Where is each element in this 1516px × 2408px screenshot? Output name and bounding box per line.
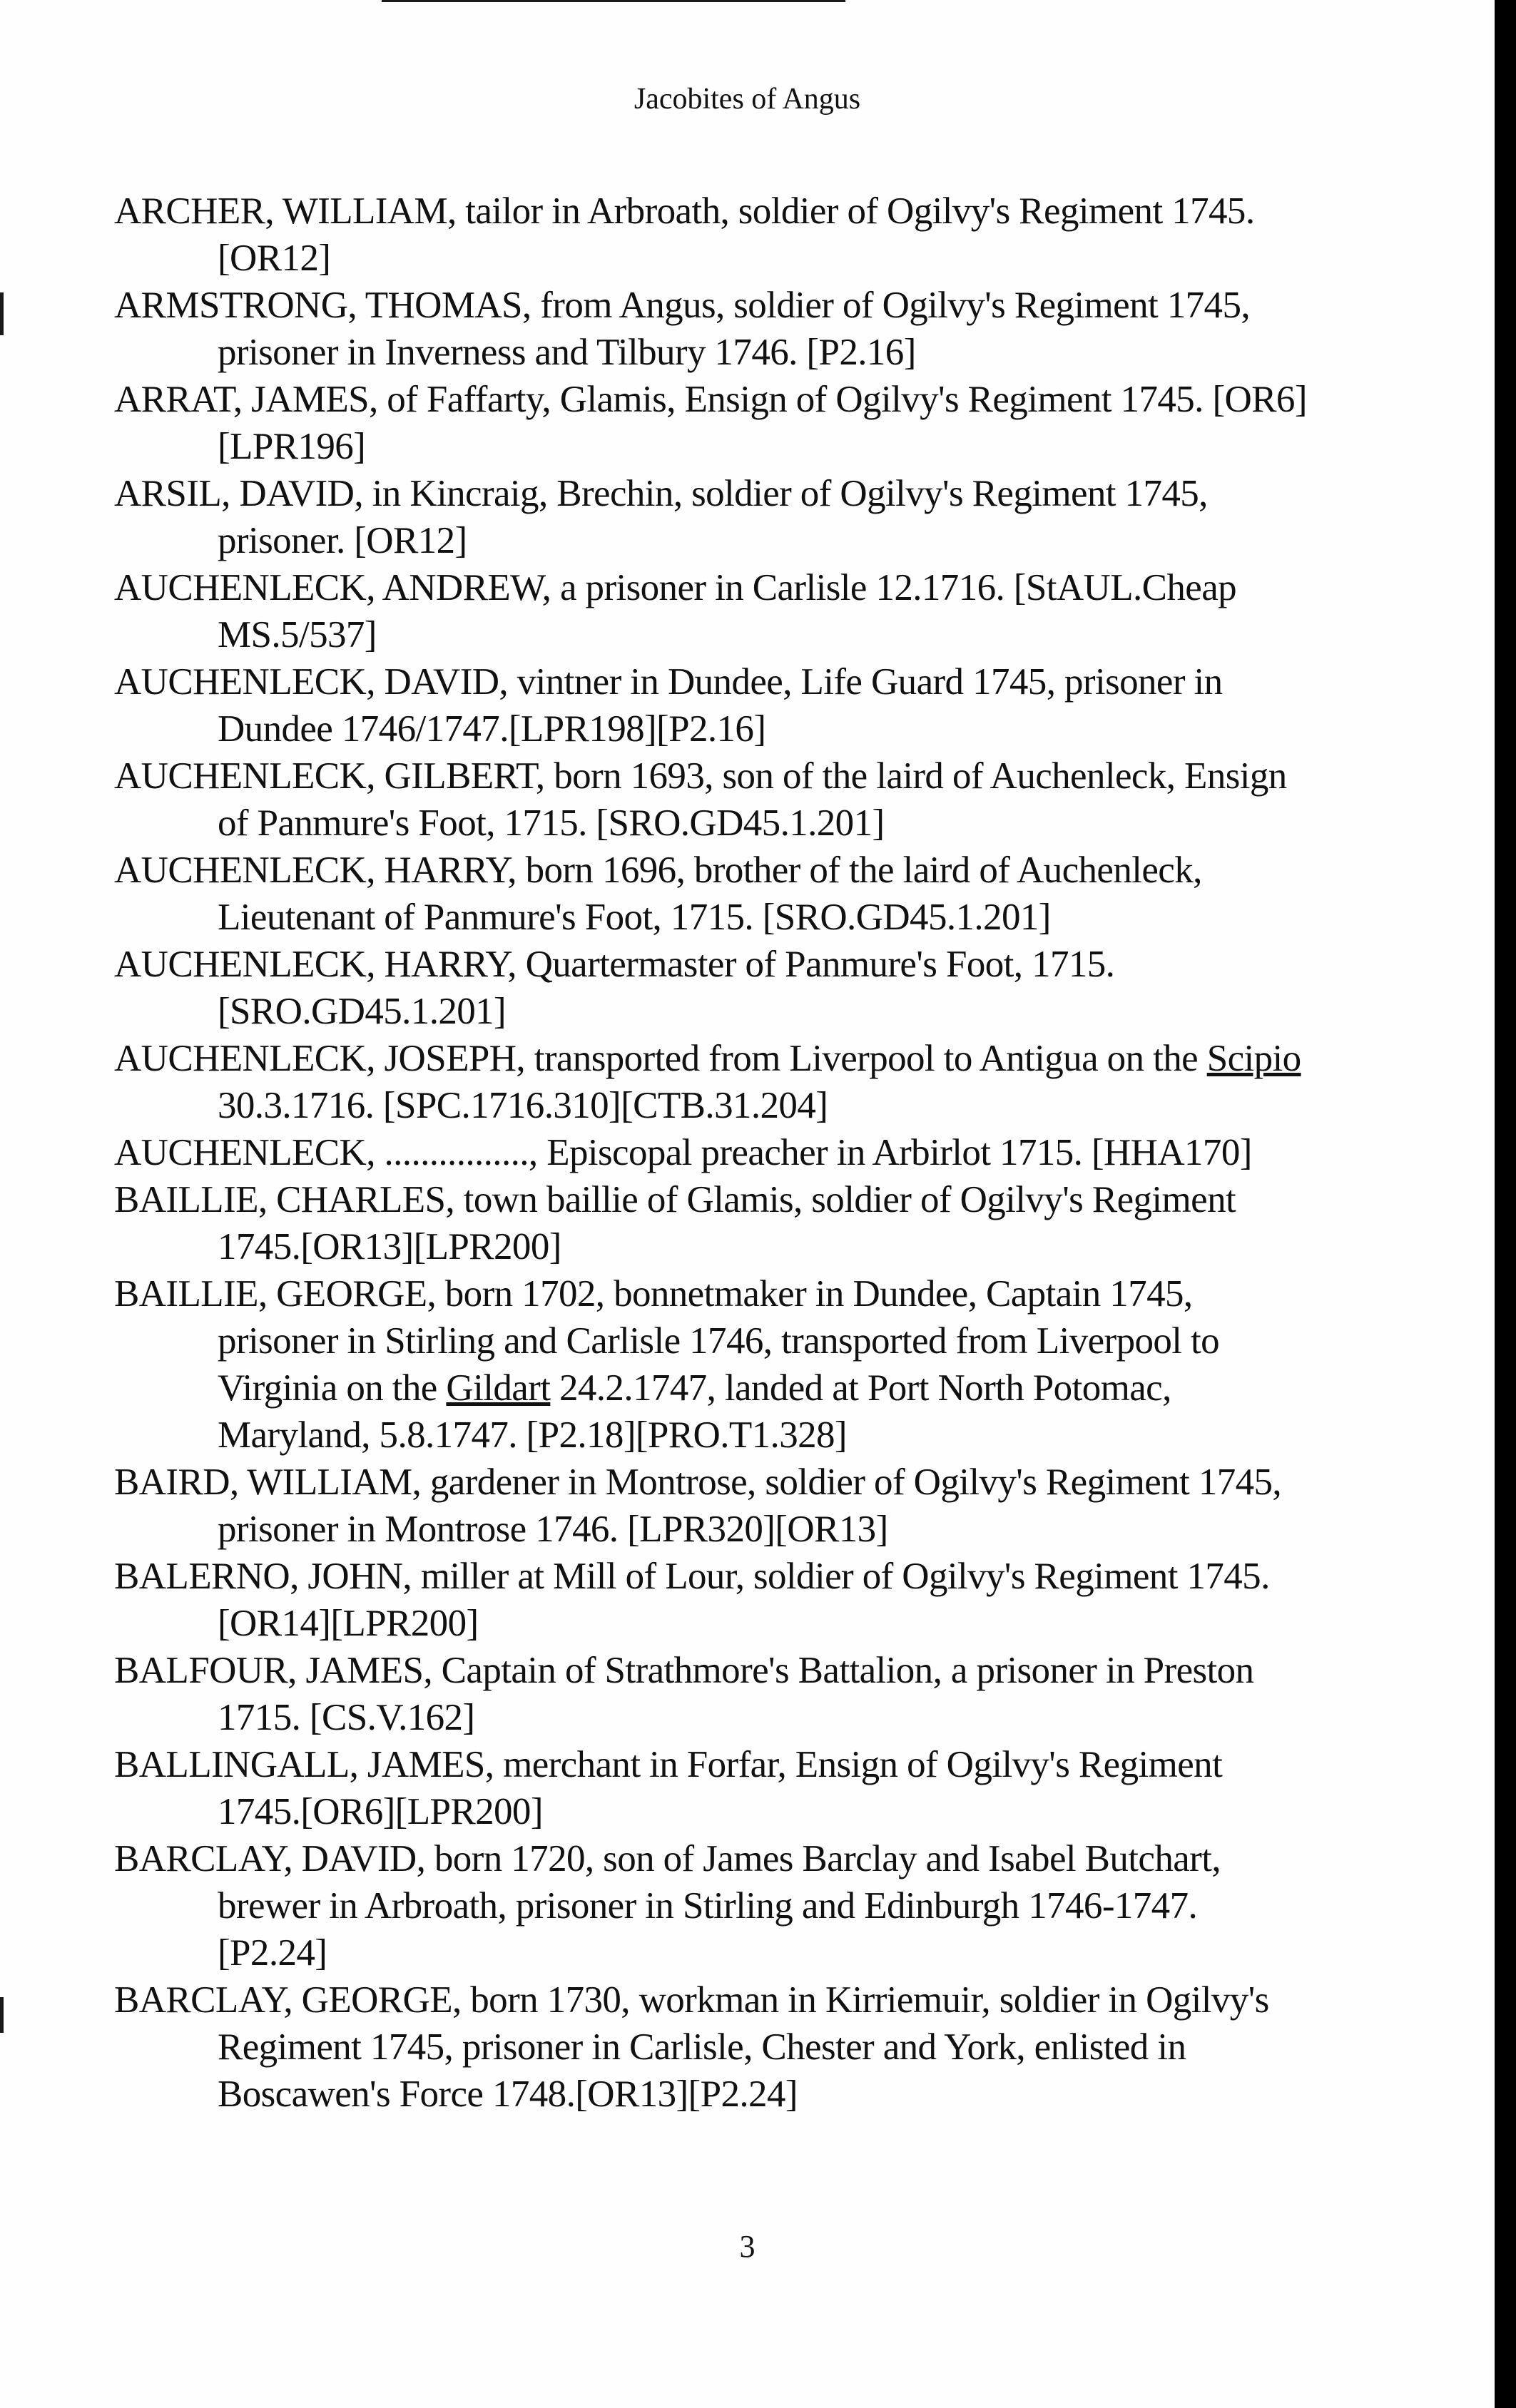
list-item: BALFOUR, JAMES, Captain of Strathmore's Battalion, a prisoner in Preston 1715. [CS.V.162] — [114, 1650, 1254, 1738]
list-item: ARRAT, JAMES, of Faffarty, Glamis, Ensign of Ogilvy's Regiment 1745. [OR6][LPR196] — [114, 379, 1307, 467]
scan-edge-mark — [0, 1997, 4, 2033]
ship-name: Scipio — [1206, 1038, 1301, 1079]
entry-text: BAILLIE, GEORGE, born 1702, bonnetmaker in Dundee, Captain 1745, prisoner in Stirling and Carlisle 1746, transported from Liverpool to Virginia on the — [114, 1273, 1220, 1409]
entry-list — [114, 188, 1313, 2118]
list-item: ARMSTRONG, THOMAS, from Angus, soldier of Ogilvy's Regiment 1745, prisoner in Inverness and Tilbury 1746. [P2.16] — [114, 285, 1250, 373]
list-item: BAILLIE, CHARLES, town baillie of Glamis, soldier of Ogilvy's Regiment 1745.[OR13][LPR200] — [114, 1179, 1236, 1267]
list-item: BARCLAY, DAVID, born 1720, son of James Barclay and Isabel Butchart, brewer in Arbroath, prisoner in Stirling and Edinburgh 1746-1747. [P2.24] — [114, 1838, 1221, 1974]
list-item — [114, 1035, 1313, 1129]
page-number: 3 — [739, 2229, 756, 2264]
list-item: BAIRD, WILLIAM, gardener in Montrose, soldier of Ogilvy's Regiment 1745, prisoner in Montrose 1746. [LPR320][OR13] — [114, 1461, 1282, 1550]
entry-text: 30.3.1716. [SPC.1716.310][CTB.31.204] — [218, 1085, 828, 1126]
list-item: AUCHENLECK, DAVID, vintner in Dundee, Life Guard 1745, prisoner in Dundee 1746/1747.[LPR198][P2.16] — [114, 661, 1223, 750]
list-item: BALLINGALL, JAMES, merchant in Forfar, Ensign of Ogilvy's Regiment 1745.[OR6][LPR200] — [114, 1744, 1223, 1832]
scan-edge-mark — [0, 292, 4, 335]
ship-name: Gildart — [446, 1367, 551, 1409]
list-item: BALERNO, JOHN, miller at Mill of Lour, soldier of Ogilvy's Regiment 1745. [OR14][LPR200] — [114, 1556, 1270, 1644]
list-item — [114, 1270, 1313, 1459]
list-item: ARCHER, WILLIAM, tailor in Arbroath, soldier of Ogilvy's Regiment 1745. [OR12] — [114, 190, 1255, 279]
running-header: Jacobites of Angus — [634, 83, 861, 116]
list-item: AUCHENLECK, ANDREW, a prisoner in Carlisle 12.1716. [StAUL.Cheap MS.5/537] — [114, 567, 1237, 655]
list-item: ARSIL, DAVID, in Kincraig, Brechin, soldier of Ogilvy's Regiment 1745, prisoner. [OR12] — [114, 473, 1208, 561]
list-item: AUCHENLECK, HARRY, Quartermaster of Panmure's Foot, 1715. [SRO.GD45.1.201] — [114, 944, 1115, 1032]
list-item: AUCHENLECK, HARRY, born 1696, brother of the laird of Auchenleck, Lieutenant of Panmure's Foot, 1715. [SRO.GD45.1.201] — [114, 850, 1202, 938]
entry-text: AUCHENLECK, JOSEPH, transported from Liverpool to Antigua on the — [114, 1038, 1207, 1079]
list-item: AUCHENLECK, ................, Episcopal preacher in Arbirlot 1715. [HHA170] — [114, 1132, 1252, 1173]
list-item: AUCHENLECK, GILBERT, born 1693, son of the laird of Auchenleck, Ensign of Panmure's Foot, 1715. [SRO.GD45.1.201] — [114, 755, 1287, 844]
scan-edge-mark — [382, 0, 845, 2]
entry-text: 24.2.1747, landed at Port North Potomac, Maryland, 5.8.1747. [P2.18][PRO.T1.328] — [218, 1367, 1171, 1456]
list-item: BARCLAY, GEORGE, born 1730, workman in Kirriemuir, soldier in Ogilvy's Regiment 1745, prisoner in Carlisle, Chester and York, enlisted in Boscawen's Force 1748.[OR13][P2.24] — [114, 1979, 1269, 2115]
